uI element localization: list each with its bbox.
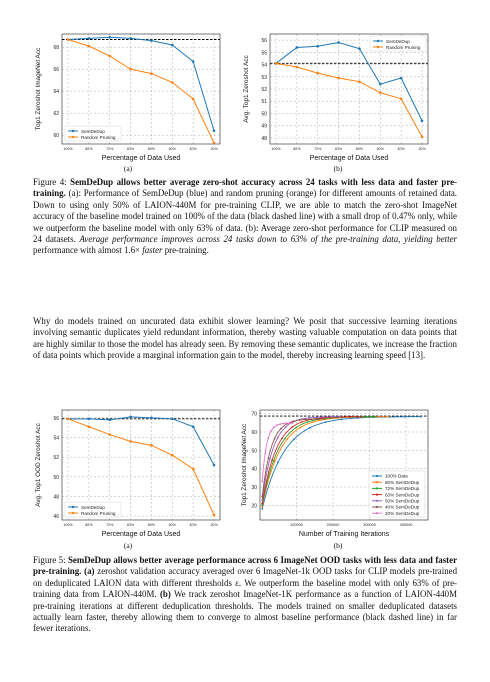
data-point (400, 97, 403, 100)
legend-marker (376, 481, 378, 483)
data-point (379, 91, 382, 94)
y-tick-label: 54 (53, 435, 59, 442)
legend-marker (72, 512, 74, 514)
legend-marker (377, 46, 379, 48)
y-tick-label: 48 (261, 135, 267, 142)
legend-label: Random Pruning (81, 134, 116, 140)
curve-marker (284, 438, 286, 440)
data-point (171, 418, 174, 421)
y-tick-label: 56 (53, 415, 59, 422)
curve-marker (299, 419, 301, 421)
x-axis-label: Percentage of Data Used (309, 155, 389, 162)
data-point (67, 418, 70, 421)
series-line-random-pruning (68, 419, 214, 515)
legend-label: 40% SemDeDup (385, 504, 420, 510)
data-point (129, 440, 132, 443)
legend-label: SemDeDup (81, 128, 105, 134)
legend-label: SemDeDup (81, 504, 105, 510)
data-point (400, 77, 403, 80)
legend-label: SemDeDup (386, 38, 410, 44)
y-tick-label: 68 (53, 45, 59, 52)
data-point (421, 119, 424, 122)
curve-marker (270, 430, 272, 432)
fig4-sub-a: (a) (123, 164, 133, 173)
curve-marker (360, 416, 362, 418)
y-tick-label: 54 (261, 62, 267, 69)
curve-marker (292, 420, 294, 422)
legend-marker (72, 130, 74, 132)
x-tick-label: 60% (355, 147, 364, 151)
x-tick-label: 20% (418, 147, 426, 151)
legend-marker (376, 500, 378, 502)
x-tick-label: 100% (63, 147, 73, 151)
x-tick-label: 72% (314, 147, 322, 151)
data-point (213, 130, 216, 133)
data-point (192, 98, 195, 101)
x-tick-label: 60% (147, 523, 156, 527)
legend-marker (72, 136, 74, 138)
y-tick-label: 64 (53, 89, 59, 96)
y-tick-label: 46 (53, 514, 59, 521)
data-point (337, 77, 340, 80)
data-point (379, 83, 382, 86)
x-axis-label: Percentage of Data Used (101, 531, 181, 538)
curve-marker (285, 426, 287, 428)
y-tick-label: 52 (53, 455, 59, 462)
curve-marker (312, 421, 314, 423)
data-point (213, 514, 216, 517)
fig5-caption-label: Figure 5: (33, 555, 66, 565)
data-point (358, 47, 361, 50)
curve-marker (307, 421, 309, 423)
data-point (88, 45, 91, 48)
curve-marker (282, 423, 284, 425)
series-line-semdedup (68, 37, 214, 131)
y-tick-label: 50 (251, 448, 257, 455)
data-point (275, 62, 278, 65)
curve-marker (261, 503, 263, 505)
curve-marker (264, 452, 266, 454)
legend-marker (377, 40, 379, 42)
data-point (213, 464, 216, 467)
curve-marker (324, 416, 326, 418)
data-point (316, 45, 319, 48)
curve-marker (305, 419, 307, 421)
legend-label: 100% Data (385, 473, 408, 479)
y-tick-label: 50 (261, 111, 267, 118)
curve-marker (267, 438, 269, 440)
y-tick-label: 66 (53, 67, 59, 74)
fig5-caption-b1: (a) (84, 566, 95, 577)
curve-marker (299, 427, 301, 429)
fig4a-chart (30, 30, 230, 164)
curve-marker (316, 416, 318, 418)
data-point (88, 425, 91, 428)
curve-marker (276, 424, 278, 426)
data-point (108, 36, 111, 39)
legend-marker (72, 506, 74, 508)
x-tick-label: 72% (106, 523, 114, 527)
x-tick-label: 100% (271, 147, 281, 151)
legend-label: Random Pruning (386, 44, 421, 50)
data-point (129, 68, 132, 71)
x-tick-label: 300000 (363, 523, 376, 527)
data-point (171, 81, 174, 84)
x-tick-label: 50% (168, 523, 176, 527)
curve-marker (281, 437, 283, 439)
body-paragraph: Why do models trained on uncurated data exhibit slower learning? We posit that successive learning iterations involving semantic duplicates yield redundant information, thereby wasting valuable computation on data points that are highly similar to those the model has already seen. By removing these semantic duplicates, we increase the fraction of data points which provide a marginal information gain to the model, thereby increasing learning speed [13]. (33, 316, 457, 361)
curve-marker (273, 426, 275, 428)
legend-label: 72% SemDeDup (385, 486, 420, 492)
curve-marker (317, 418, 319, 420)
curve-marker (291, 422, 293, 424)
curve-marker (341, 418, 343, 420)
x-tick-label: 80% (85, 147, 93, 151)
fig4-caption-bold: SemDeDup allows better average zero-shot accuracy across 24 tasks with less data and faster pre-training. (33, 177, 458, 199)
curve-marker (261, 504, 263, 506)
curve-marker (280, 428, 282, 430)
curve-marker (311, 418, 313, 420)
data-point (192, 60, 195, 63)
curve-marker (274, 438, 276, 440)
y-axis-label: Top1 Zeroshot ImageNet Acc (241, 423, 248, 507)
curve-marker (285, 422, 287, 424)
y-tick-label: 40 (251, 466, 257, 473)
x-tick-label: 80% (85, 523, 93, 527)
legend-marker (376, 494, 378, 496)
legend-marker (376, 512, 378, 514)
curve-marker (388, 416, 390, 418)
fig5-caption-bold: SemDeDup allows better average performance across 6 ImageNet OOD tasks with less data and faster pre-training. (33, 555, 458, 577)
fig4-caption-text-2: performance with almost 1.6× (33, 245, 141, 256)
x-tick-label: 400000 (399, 523, 413, 527)
curve-marker (288, 422, 290, 424)
curve-marker (287, 438, 289, 440)
data-point (316, 72, 319, 75)
data-point (108, 419, 111, 422)
y-tick-label: 56 (261, 38, 267, 45)
curve-marker (339, 416, 341, 418)
curve-marker (261, 481, 263, 483)
fig4b-chart (238, 30, 438, 164)
curve-marker (279, 423, 281, 425)
data-point (150, 444, 153, 447)
fig4-caption-label: Figure 4: (33, 177, 67, 187)
series-line-semdedup (68, 417, 214, 465)
legend-marker (376, 475, 378, 477)
curve-marker (269, 458, 271, 460)
y-tick-label: 30 (251, 485, 257, 491)
curve-marker (332, 416, 334, 418)
curve-marker (325, 421, 327, 423)
y-tick-label: 49 (261, 123, 267, 130)
data-point (108, 55, 111, 58)
curve-marker (295, 427, 297, 429)
fig5-caption-text: zeroshot validation accuracy averaged over 6 ImageNet-1k OOD tasks for CLIP models pre-trained on deduplicated LAION data with different thresholds ε. We outperform the baseline model with only 63% of pre-training data from LAION-440M. (33, 566, 458, 600)
data-point (150, 72, 153, 75)
x-tick-label: 80% (293, 147, 301, 151)
x-tick-label: 60% (147, 147, 156, 151)
x-tick-label: 40% (189, 147, 197, 151)
curve-marker (261, 508, 263, 510)
learning-curve-50-semdedup (262, 417, 340, 501)
data-point (150, 417, 153, 420)
curve-marker (375, 416, 377, 418)
x-tick-label: 72% (106, 147, 114, 151)
curve-marker (277, 461, 279, 463)
y-axis-label: Top1 Zeroshot ImageNet Acc (35, 47, 42, 131)
x-tick-label: 40% (397, 147, 405, 151)
curve-marker (261, 499, 263, 501)
curve-marker (323, 418, 325, 420)
x-tick-label: 50% (168, 147, 176, 151)
legend-marker (376, 506, 378, 508)
curve-marker (261, 496, 263, 498)
x-tick-label: 100000 (290, 523, 303, 527)
data-point (296, 66, 299, 69)
y-tick-label: 52 (261, 87, 267, 93)
y-tick-label: 60 (251, 430, 257, 436)
x-tick-label: 63% (126, 523, 135, 527)
y-tick-label: 60 (53, 133, 59, 140)
data-point (296, 46, 299, 49)
data-point (171, 454, 174, 457)
learning-curve-63-semdedup (262, 417, 361, 504)
curve-marker (363, 416, 365, 418)
fig4-sub-b: (b) (333, 164, 343, 173)
data-point (129, 416, 132, 419)
y-tick-label: 51 (261, 99, 267, 106)
curve-marker (308, 417, 310, 419)
data-point (421, 135, 424, 138)
x-tick-label: 100% (63, 523, 73, 527)
x-axis-label: Percentage of Data Used (101, 155, 181, 162)
x-tick-label: 20% (210, 523, 218, 527)
curve-marker (271, 459, 273, 461)
data-point (171, 44, 174, 47)
fig4-caption-italic-3: faster (142, 245, 163, 256)
x-tick-label: 200000 (326, 523, 340, 527)
fig5-caption-b2: (b) (159, 589, 171, 600)
series-line-semdedup (276, 43, 422, 121)
x-tick-label: 63% (126, 147, 135, 151)
fig4-caption-italic-2: better (436, 234, 457, 245)
curve-marker (309, 427, 311, 429)
legend-label: Random Pruning (81, 510, 116, 516)
data-point (67, 38, 70, 41)
legend-label: 20% SemDeDup (385, 510, 420, 516)
fig5-caption (33, 555, 457, 635)
legend-marker (376, 487, 378, 489)
legend-label: 50% SemDeDup (385, 498, 420, 504)
fig5a-chart (30, 406, 230, 540)
curve-marker (293, 438, 295, 440)
curve-marker (404, 416, 406, 418)
x-tick-label: 63% (334, 147, 343, 151)
legend-label: 63% SemDeDup (385, 492, 420, 498)
y-axis-label: Avg. Top1 OOD Zeroshot Acc (35, 423, 42, 507)
curve-marker (277, 437, 279, 439)
x-tick-label: 50% (376, 147, 384, 151)
data-point (88, 418, 91, 421)
curve-marker (350, 416, 352, 418)
series-line-random-pruning (276, 63, 422, 136)
fig5-sub-b: (b) (333, 541, 343, 550)
y-tick-label: 50 (53, 474, 59, 481)
fig4-caption-text: (a): Performance of SemDeDup (blue) and random pruning (orange) for different amounts of retained data. Down to using only 50% of LAION-440M for pre-training CLIP, we are able to match the zero-shot ImageNet accuracy of the baseline model trained on 100% of the data (black dashed line) with a small drop of 0.47% only, while we outperform the baseline model with only 63% of data. (b): Average zero-shot performance for CLIP measured on 24 datasets. (33, 188, 457, 245)
x-axis-label: Number of Training Iterations (298, 531, 390, 538)
curve-marker (268, 457, 270, 459)
fig5-sub-a: (a) (123, 541, 133, 550)
fig5-caption-text-2: We track zeroshot ImageNet-1K performance as a function of LAION-440M pre-training iterations at different deduplication thresholds. The models trained on smaller deduplicated datasets actually learn faster, thereby allowing them to converge to almost baseline performance (black dashed line) in far fewer iterations. (33, 589, 458, 634)
y-tick-label: 70 (251, 411, 257, 418)
y-tick-label: 53 (261, 74, 267, 81)
curve-marker (291, 427, 293, 429)
y-tick-label: 20 (251, 503, 257, 510)
data-point (192, 468, 195, 471)
data-point (192, 425, 195, 428)
data-point (88, 37, 91, 40)
y-tick-label: 55 (261, 50, 267, 57)
fig4-caption-italic: Average performance improves across 24 tasks down to 63% of the pre-training data, yielding (79, 234, 433, 245)
x-tick-label: 40% (189, 523, 197, 527)
y-axis-label: Avg. Top1 Zeroshot Acc (243, 55, 250, 123)
data-point (337, 41, 340, 44)
curve-marker (420, 416, 422, 418)
y-tick-label: 62 (53, 111, 59, 118)
data-point (150, 39, 153, 42)
legend-label: 80% SemDeDup (385, 479, 420, 485)
data-point (213, 142, 216, 145)
data-point (108, 433, 111, 436)
curve-marker (301, 421, 303, 423)
data-point (129, 37, 132, 40)
fig5b-chart (238, 406, 438, 540)
fig4-caption-text-3: pre-training. (164, 245, 209, 256)
fig4-caption (33, 177, 457, 257)
x-tick-label: 20% (210, 147, 218, 151)
y-tick-label: 48 (53, 494, 59, 501)
data-point (358, 80, 361, 83)
